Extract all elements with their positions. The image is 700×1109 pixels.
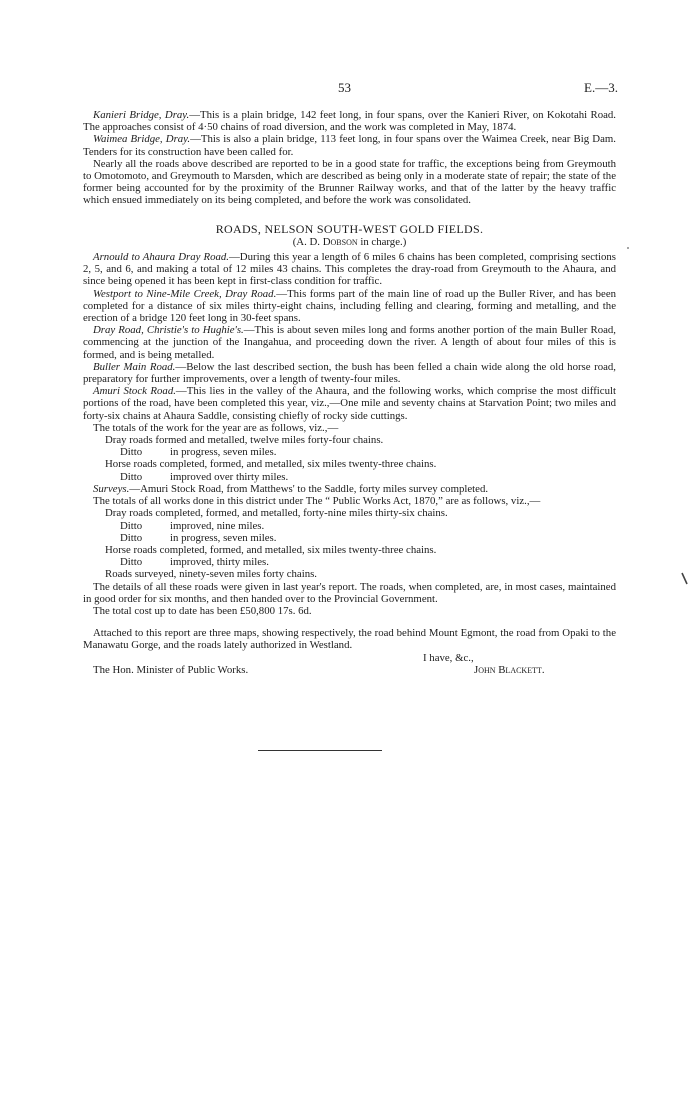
addressee: The Hon. Minister of Public Works. xyxy=(93,663,249,676)
paragraph-text: —Amuri Stock Road, from Matthews' to the Saddle, forty miles survey completed. xyxy=(129,482,489,495)
district-total-line: Ditto improved, thirty miles. xyxy=(120,556,269,569)
paragraph-christies-hughies xyxy=(83,324,616,361)
margin-mark xyxy=(680,572,690,586)
signatory: John Blackett. xyxy=(474,663,545,676)
paragraph-westport xyxy=(83,288,616,325)
paragraph-lead: Kanieri Bridge, Dray. xyxy=(93,109,190,121)
paragraph-total-cost: The total cost up to date has been £50,800 17s. 6d. xyxy=(93,604,312,617)
paragraph-text: —During this year a length of 6 miles 6 chains has been completed, comprising sections 2, 5, and 6, and making a total of 12 miles 43 chains. This completes the dray-road from Greymouth to the Ahaura, and since being opened it has been kept in first-class condition for traffic. xyxy=(83,251,616,288)
paragraph-lead: Buller Main Road. xyxy=(93,360,176,373)
paragraph-details: The details of all these roads were given in last year's report. The roads, when completed, are, in most cases, maintained in good order for six months, and then handed over to the Provincial Government. xyxy=(83,580,616,605)
district-total-line: Ditto improved, nine miles. xyxy=(120,519,265,532)
district-total-line: Roads surveyed, ninety-seven miles forty chains. xyxy=(105,568,317,581)
report-body xyxy=(83,109,616,676)
paragraph-arnould-ahaura xyxy=(83,251,616,288)
year-total-line: Horse roads completed, formed, and metalled, six miles twenty-three chains. xyxy=(105,458,437,471)
page-number: 53 xyxy=(338,80,351,95)
margin-dot xyxy=(625,245,631,251)
paragraph-text: —This is a plain bridge, 142 feet long, in four spans, over the Kanieri River, on Kokotahi Road. The approaches consist of 4·50 chains of road diversion, and the work was completed in May, 1874. xyxy=(83,109,616,134)
paragraph-lead: Surveys. xyxy=(93,482,130,495)
year-total-line: Ditto in progress, seven miles. xyxy=(120,446,277,459)
paragraph-text: —Below the last described section, the bush has been felled a chain wide along the old horse road, preparatory for further improvements, over a length of twenty-four miles. xyxy=(83,360,616,386)
paragraph-attached-maps: Attached to this report are three maps, showing respectively, the road behind Mount Egmont, the road from Opaki to the Manawatu Gorge, and the roads lately authorized in Westland. xyxy=(83,627,616,652)
year-totals-intro: The totals of the work for the year are as follows, viz.,— xyxy=(93,421,339,434)
paragraph-lead: Dray Road, Christie's to Hughie's. xyxy=(93,324,244,337)
paragraph-lead: Waimea Bridge, Dray. xyxy=(93,133,191,146)
officer-name: Dobson xyxy=(322,235,358,248)
closing-salutation: I have, &c., xyxy=(423,651,474,664)
district-total-line: Ditto in progress, seven miles. xyxy=(120,531,277,544)
paragraph-amuri-stock xyxy=(83,385,616,422)
section-subtitle: (A. D. Dobson in charge.) xyxy=(292,235,407,248)
paragraph-lead: Arnould to Ahaura Dray Road. xyxy=(93,251,229,264)
paragraph-lead: Westport to Nine-Mile Creek, Dray Road. xyxy=(93,287,277,300)
paragraph-lead: Amuri Stock Road. xyxy=(93,385,176,398)
paragraph-surveys xyxy=(83,483,616,495)
paragraph-text: —This lies in the valley of the Ahaura, and the following works, which comprise the most difficult portions of the road, have been completed this year, viz.,—One mile and seventy chains at Starvation Point; two miles and forty-six chains at Ahaura Saddle, consisting chiefly of rocky side cuttings. xyxy=(83,385,616,422)
paragraph-text: —This forms part of the main line of road up the Buller River, and has been completed for a distance of six miles thirty-eight chains, including felling and clearing, forming and metalling, and the erection of a bridge 120 feet long in 30-feet spans. xyxy=(83,287,617,325)
paragraph-text: Nearly all the roads above described are reported to be in a good state for traffic, the exceptions being from Greymouth to Omotomoto, and Greymouth to Marsden, which are described as being only in a moderate state of repair; the state of the former being accounted for by the proximity of the Brunner Railway works, and that of the latter by the heavy traffic which ensued immediately on its being completed, and before the work was consolidated. xyxy=(83,157,616,207)
paragraph-text: —This is also a plain bridge, 113 feet long, in four spans over the Waimea Creek, near Big Dam. Tenders for its construction have been called for. xyxy=(83,133,616,158)
district-total-line: Horse roads completed, formed, and metalled, six miles twenty-three chains. xyxy=(105,543,437,556)
district-totals-intro: The totals of all works done in this district under The “ Public Works Act, 1870,” are as follows, viz.,— xyxy=(93,495,541,508)
district-total-line: Dray roads completed, formed, and metalled, forty-nine miles thirty-six chains. xyxy=(105,507,448,520)
paragraph-waimea-bridge xyxy=(83,133,616,157)
paragraph-kanieri-bridge xyxy=(83,109,616,133)
paragraph-buller-main xyxy=(83,361,616,385)
signature-row xyxy=(83,664,616,676)
paragraph-road-state xyxy=(83,158,616,207)
page-header xyxy=(0,80,700,96)
document-reference: E.—3. xyxy=(584,80,618,95)
year-total-line: Dray roads formed and metalled, twelve miles forty-four chains. xyxy=(105,434,384,447)
paragraph-text: —This is about seven miles long and forms another portion of the main Buller Road, commencing at the junction of the Inangahua, and proceeding down the river. A length of about four miles of this is formed, and is being metalled. xyxy=(83,324,616,361)
closing-rule xyxy=(258,750,382,751)
section-title: ROADS, NELSON SOUTH-WEST GOLD FIELDS. xyxy=(215,221,484,236)
year-total-line: Ditto improved over thirty miles. xyxy=(120,470,289,483)
closing-row xyxy=(83,652,616,664)
